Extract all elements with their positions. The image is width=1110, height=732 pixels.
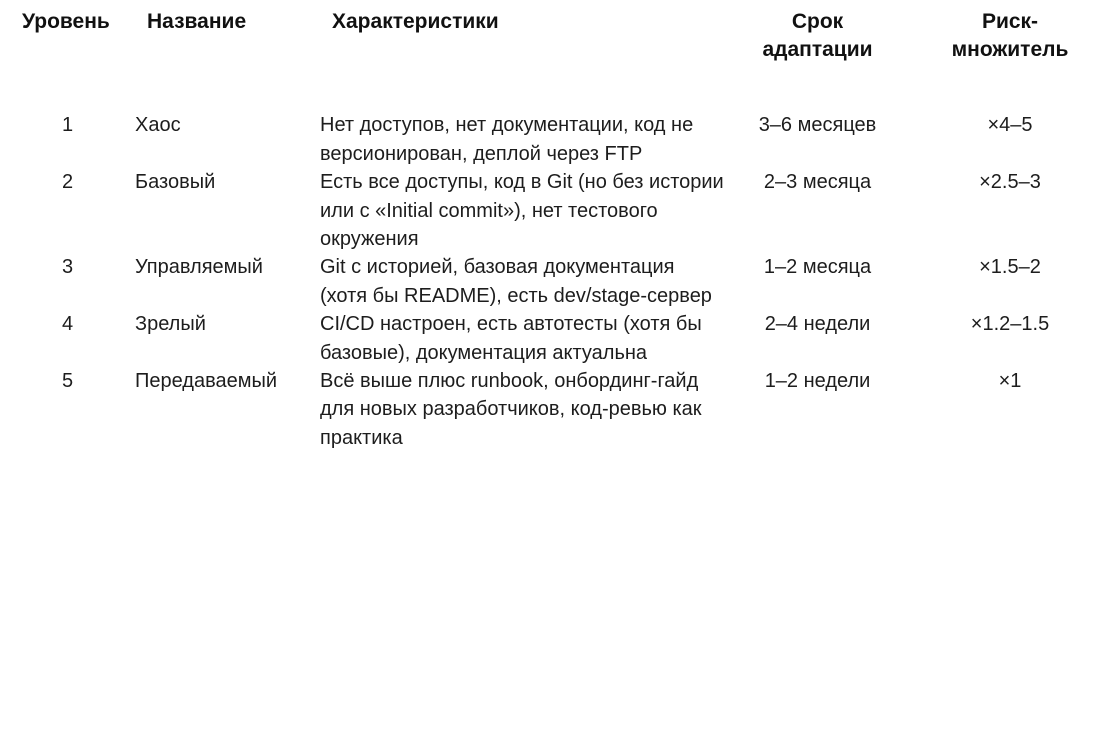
cell-characteristics: Есть все доступы, код в Git (но без истории или с «Initial commit»), нет тестового окружения <box>320 171 724 250</box>
column-header-name: Название <box>147 10 247 33</box>
cell-level: 5 <box>61 369 74 392</box>
cell-adaptation-term: 1–2 недели <box>764 369 871 392</box>
cell-name: Передаваемый <box>135 369 278 392</box>
cell-level: 4 <box>61 313 74 336</box>
cell-characteristics: Git с историей, базовая документация (хотя бы README), есть dev/stage-сервер <box>320 256 712 307</box>
cell-risk-multiplier: ×4–5 <box>987 114 1033 137</box>
column-header-characteristics: Характеристики <box>332 10 499 33</box>
cell-characteristics: Нет доступов, нет документации, код не версионирован, деплой через FTP <box>320 114 694 165</box>
table-row <box>0 168 1110 253</box>
column-header-risk-multiplier: Риск-множитель <box>951 10 1069 61</box>
cell-level: 2 <box>61 171 74 194</box>
cell-risk-multiplier: ×1 <box>998 369 1022 392</box>
table-row <box>0 310 1110 367</box>
cell-risk-multiplier: ×1.5–2 <box>979 256 1041 279</box>
table-row <box>0 253 1110 310</box>
table-header <box>0 8 1110 69</box>
cell-level: 3 <box>61 256 74 279</box>
cell-level: 1 <box>61 114 74 137</box>
cell-adaptation-term: 1–2 месяца <box>763 256 872 279</box>
cell-characteristics: CI/CD настроен, есть автотесты (хотя бы базовые), документация актуальна <box>320 313 702 364</box>
table-row <box>0 367 1110 452</box>
cell-name: Зрелый <box>135 313 206 336</box>
cell-adaptation-term: 3–6 месяцев <box>758 114 877 137</box>
cell-risk-multiplier: ×1.2–1.5 <box>970 313 1050 336</box>
cell-name: Управляемый <box>135 256 263 279</box>
cell-name: Базовый <box>135 171 216 194</box>
cell-name: Хаос <box>135 114 181 137</box>
maturity-table <box>0 8 1110 452</box>
column-header-adaptation-term: Срок адаптации <box>762 10 873 61</box>
cell-adaptation-term: 2–4 недели <box>764 313 871 336</box>
cell-adaptation-term: 2–3 месяца <box>763 171 872 194</box>
cell-characteristics: Всё выше плюс runbook, онбординг-гайд для новых разработчиков, код-ревью как практика <box>320 369 702 449</box>
cell-risk-multiplier: ×2.5–3 <box>979 171 1041 194</box>
table-row <box>0 69 1110 168</box>
column-header-level: Уровень <box>22 10 110 33</box>
table-body <box>0 69 1110 452</box>
table-header-row <box>0 8 1110 69</box>
